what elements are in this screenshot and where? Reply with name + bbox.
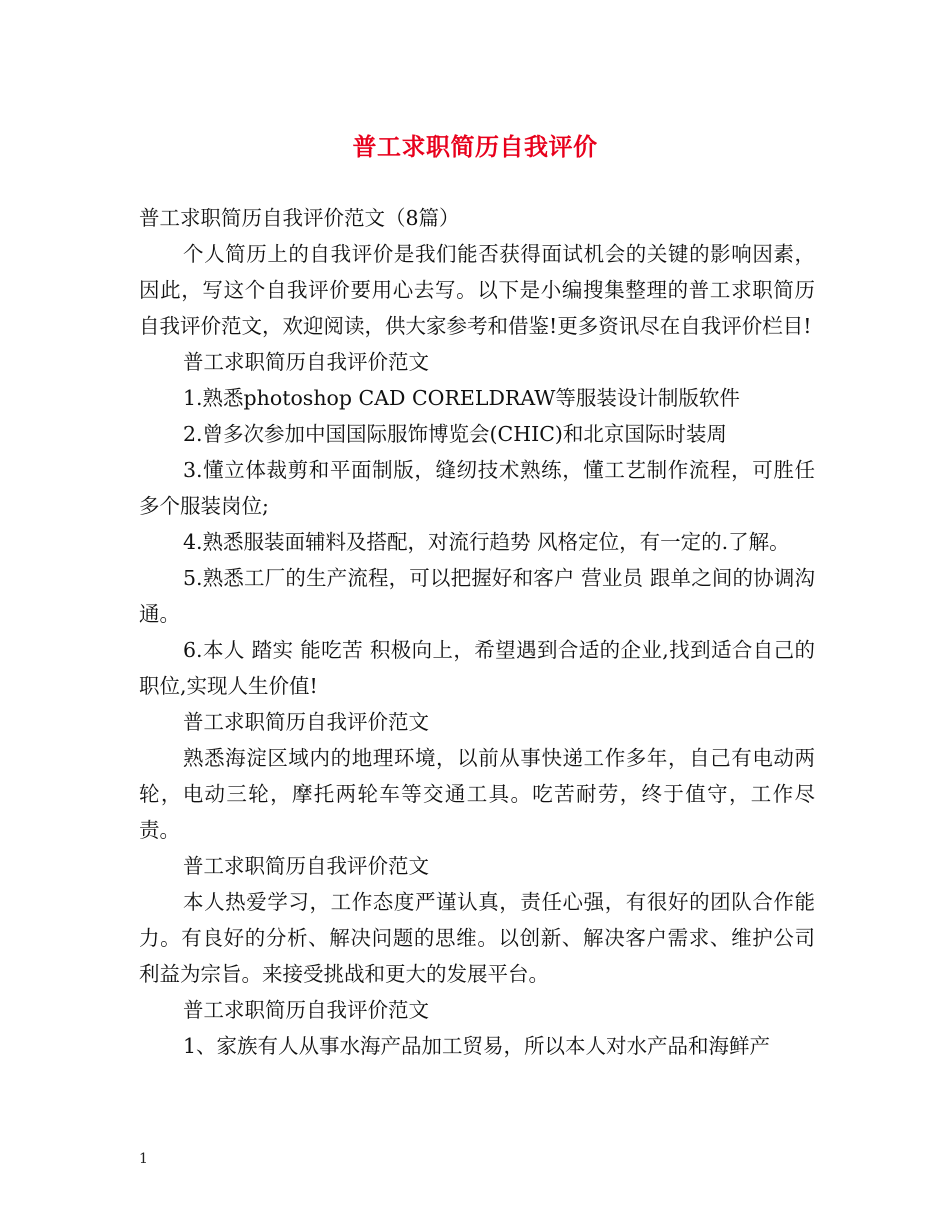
paragraph: 2.曾多次参加中国国际服饰博览会(CHIC)和北京国际时装周 (183, 422, 727, 446)
paragraph: 5.熟悉工厂的生产流程，可以把握好和客户 营业员 跟单之间的协调沟通。 (139, 566, 815, 626)
paragraph: 普工求职简历自我评价范文 (183, 998, 429, 1022)
paragraph: 6.本人 踏实 能吃苦 积极向上，希望遇到合适的企业,找到适合自己的职位,实现人生价值! (139, 638, 815, 698)
paragraph: 本人热爱学习，工作态度严谨认真，责任心强，有很好的团队合作能力。有良好的分析、解决问题的思维。以创新、解决客户需求、维护公司利益为宗旨。来接受挑战和更大的发展平台。 (139, 890, 815, 986)
document-body (139, 200, 815, 1064)
paragraph: 1、家族有人从事水海产品加工贸易，所以本人对水产品和海鲜产 (183, 1034, 771, 1058)
document-title: 普工求职简历自我评价 (352, 132, 598, 161)
paragraph: 普工求职简历自我评价范文 (183, 350, 429, 374)
page-number: 1 (139, 1151, 148, 1167)
paragraph: 熟悉海淀区域内的地理环境，以前从事快递工作多年，自己有电动两轮，电动三轮，摩托两轮车等交通工具。吃苦耐劳，终于值守，工作尽责。 (139, 746, 815, 842)
paragraph: 个人简历上的自我评价是我们能否获得面试机会的关键的影响因素，因此，写这个自我评价要用心去写。以下是小编搜集整理的普工求职简历自我评价范文，欢迎阅读，供大家参考和借鉴!更多资讯尽在自我评价栏目! (139, 242, 815, 338)
paragraph: 普工求职简历自我评价范文 (183, 854, 429, 878)
paragraph: 普工求职简历自我评价范文（8篇） (139, 206, 460, 230)
paragraph: 3.懂立体裁剪和平面制版，缝纫技术熟练，懂工艺制作流程，可胜任多个服装岗位; (139, 458, 815, 518)
paragraph: 普工求职简历自我评价范文 (183, 710, 429, 734)
paragraph: 4.熟悉服装面辅料及搭配，对流行趋势 风格定位，有一定的.了解。 (183, 530, 790, 554)
paragraph: 1.熟悉photoshop CAD CORELDRAW等服装设计制版软件 (183, 386, 740, 410)
